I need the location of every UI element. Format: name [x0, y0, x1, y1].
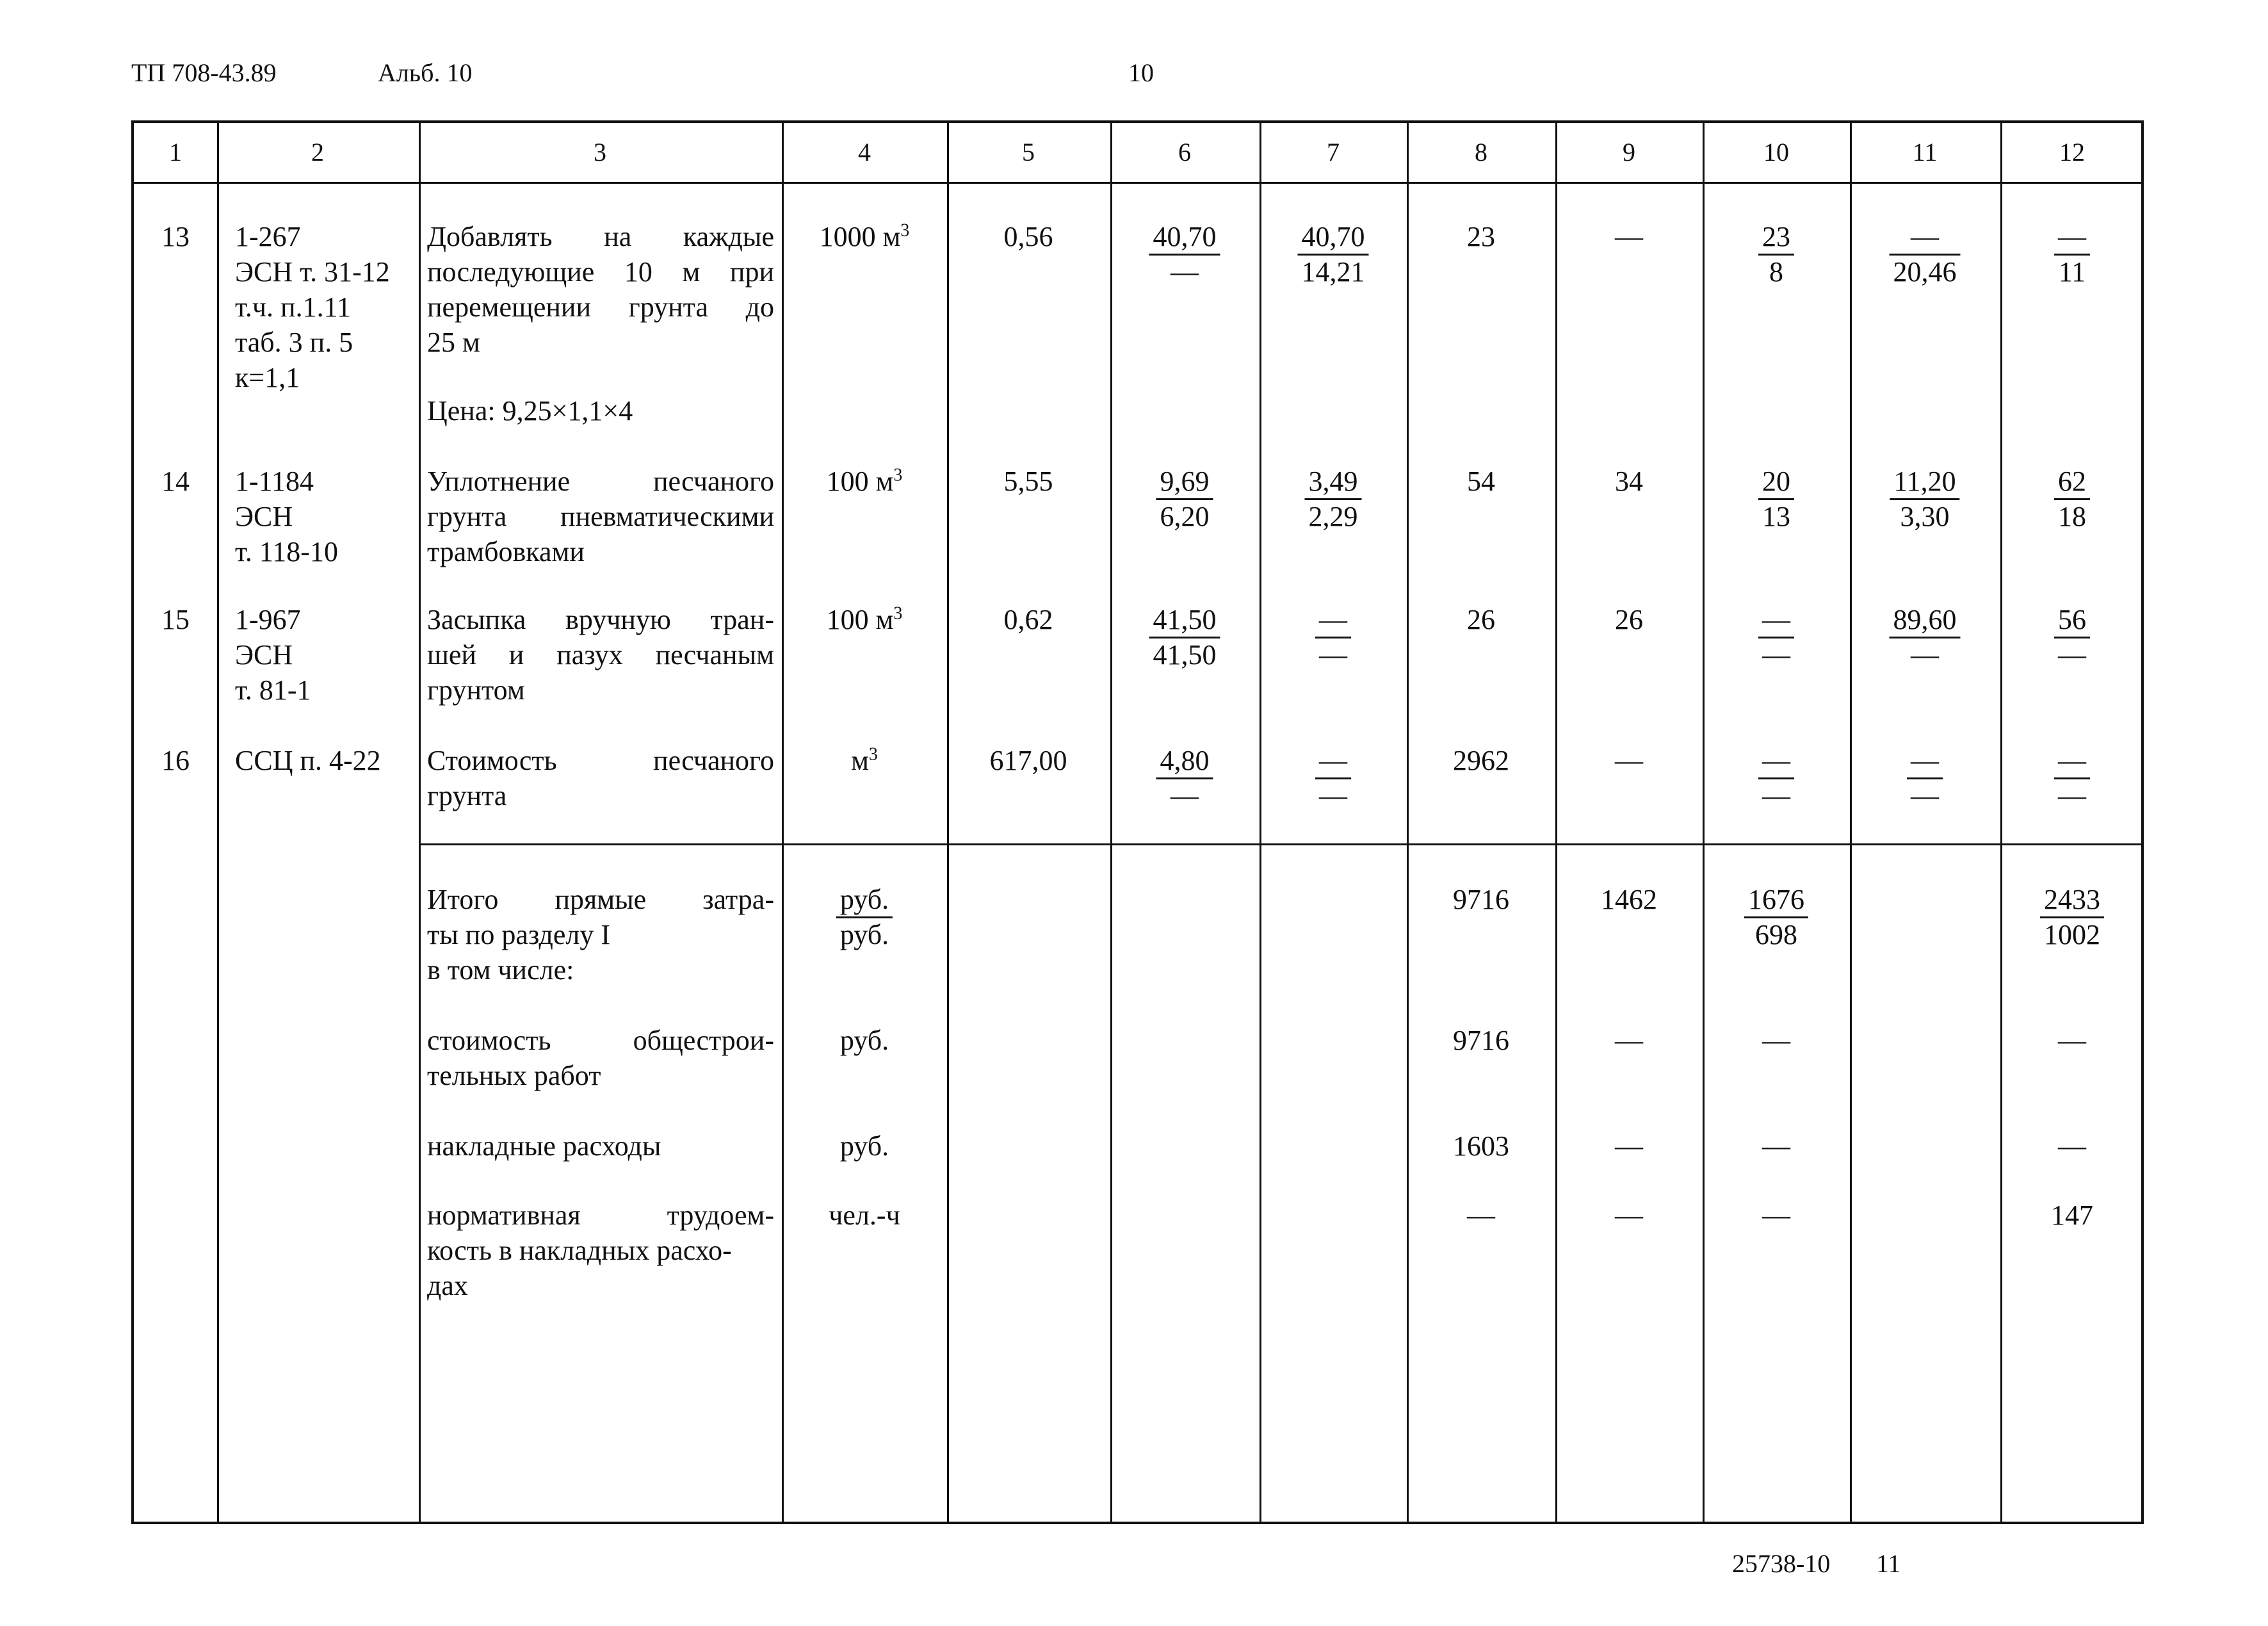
quantity: 5,55	[1003, 466, 1053, 497]
col-header: 7	[1327, 138, 1340, 167]
fraction-cell: — —	[1758, 744, 1794, 813]
footer-page: 11	[1876, 1549, 1901, 1578]
totals-cost: 1462	[1601, 884, 1657, 915]
fraction-cell: $\frac{40,70}{14,21}$	[1298, 220, 1369, 289]
cost-cell: —	[1615, 221, 1643, 252]
subtotal-unit: чел.-ч	[829, 1199, 900, 1231]
subtotal-cost: —	[1467, 1199, 1495, 1231]
col-divider	[1260, 123, 1261, 1522]
subtotal-unit: руб.	[839, 1130, 889, 1162]
row-number: 13	[161, 221, 190, 252]
quantity: 0,56	[1003, 221, 1053, 252]
col-divider	[1703, 123, 1705, 1522]
col-divider	[419, 123, 421, 1522]
totals-fraction: $\frac{1676}{698}$	[1744, 883, 1808, 952]
subtotal-cost: 9716	[1453, 1025, 1509, 1056]
fraction-cell: — —	[1907, 744, 1943, 813]
subtotal-label: накладные расходы	[427, 1130, 661, 1162]
quantity: 0,62	[1003, 604, 1053, 635]
cost-cell: 26	[1467, 604, 1495, 635]
subtotal-cost: —	[1762, 1199, 1790, 1231]
fraction-cell: 4,80 —	[1156, 744, 1213, 813]
totals-fraction: $\frac{2433}{1002}$	[2040, 883, 2104, 952]
fraction-cell: 89,60 —	[1890, 603, 1961, 672]
row-number: 14	[161, 466, 190, 497]
unit: 100 $м^3$	[826, 465, 903, 497]
cost-cell: 34	[1615, 466, 1643, 497]
col-header: 11	[1912, 138, 1938, 167]
doc-code: ТП 708-43.89	[131, 58, 277, 87]
col-divider	[1407, 123, 1409, 1522]
estimate-table	[131, 120, 2144, 1524]
fraction-cell: — —	[2054, 744, 2090, 813]
col-header: 5	[1022, 138, 1035, 167]
fraction-cell: $\frac{62}{18}$	[2054, 465, 2090, 533]
col-header: 8	[1475, 138, 1487, 167]
subtotal-label: нормативная трудоем- кость в накладных расхо- дах	[427, 1199, 774, 1301]
row-number: 16	[161, 745, 190, 776]
col-divider	[1555, 123, 1557, 1522]
work-description: Добавлять на каждые последующие 10 м при перемещении грунта до 25 м	[427, 221, 774, 358]
subtotal-unit: руб.	[839, 1025, 889, 1056]
fraction-cell: — —	[1315, 744, 1351, 813]
totals-cost: 9716	[1453, 884, 1509, 915]
norm-code: 1-267 ЭСН т. 31-12 т.ч. п.1.11 таб. 3 п. 5 к=1,1	[235, 221, 390, 393]
fraction-cell: — —	[1315, 603, 1351, 672]
norm-code: 1-967 ЭСН т. 81-1	[235, 604, 311, 706]
col-header: 2	[311, 138, 324, 167]
quantity: 617,00	[989, 745, 1067, 776]
totals-rule	[419, 843, 2141, 845]
page-number: 10	[1128, 58, 1154, 87]
fraction-cell: $\frac{20}{13}$	[1758, 465, 1794, 533]
header-rule	[134, 182, 2141, 184]
subtotal-cost: —	[2058, 1025, 2086, 1056]
subtotal-cost: 1603	[1453, 1130, 1509, 1162]
cost-cell: 2962	[1453, 745, 1509, 776]
including-label: в том числе:	[427, 954, 574, 986]
cost-cell: —	[1615, 745, 1643, 776]
subtotal-cost: 147	[2051, 1199, 2093, 1231]
work-description: Стоимость песчаного грунта	[427, 745, 774, 811]
col-header: 9	[1623, 138, 1635, 167]
col-divider	[2000, 123, 2002, 1522]
unit: 100 $м^3$	[826, 603, 903, 635]
subtotal-cost: —	[1615, 1130, 1643, 1162]
unit: 1000 $м^3$	[819, 220, 910, 252]
fraction-cell: 56 —	[2054, 603, 2090, 672]
album-label: Альб. 10	[378, 58, 473, 87]
row-number: 15	[161, 604, 190, 635]
subtotal-label: стоимость общестрои- тельных работ	[427, 1025, 774, 1091]
fraction-cell: $\frac{9,69}{6,20}$	[1156, 465, 1213, 533]
work-description: Уплотнение песчаного грунта пневматическими трамбовками	[427, 466, 774, 567]
fraction-cell: $\frac{3,49}{2,29}$	[1305, 465, 1362, 533]
totals-label: Итого прямые затра- ты по разделу I	[427, 884, 774, 950]
col-header: 6	[1178, 138, 1191, 167]
price-note: Цена: 9,25×1,1×4	[427, 395, 633, 427]
col-header: 4	[858, 138, 871, 167]
col-divider	[1850, 123, 1852, 1522]
subtotal-cost: —	[1762, 1130, 1790, 1162]
cost-cell: 23	[1467, 221, 1495, 252]
col-header: 1	[169, 138, 182, 167]
col-divider	[947, 123, 949, 1522]
footer-code: 25738-10	[1732, 1549, 1831, 1578]
fraction-cell: — —	[1758, 603, 1794, 672]
subtotal-cost: —	[1615, 1025, 1643, 1056]
col-divider	[1110, 123, 1112, 1522]
unit: $м^3$	[851, 744, 878, 776]
fraction-cell: $\frac{23}{8}$	[1758, 220, 1794, 289]
col-divider	[217, 123, 219, 1522]
work-description: Засыпка вручную тран- шей и пазух песчаным грунтом	[427, 604, 774, 706]
subtotal-cost: —	[1615, 1199, 1643, 1231]
cost-cell: 26	[1615, 604, 1643, 635]
fraction-cell: — 20,46	[1890, 220, 1961, 289]
totals-unit: руб. руб.	[836, 883, 893, 952]
fraction-cell: $\frac{41,50}{41,50}$	[1149, 603, 1220, 672]
norm-code: 1-1184 ЭСН т. 118-10	[235, 466, 338, 567]
subtotal-cost: —	[2058, 1130, 2086, 1162]
fraction-cell: — 11	[2054, 220, 2090, 289]
subtotal-cost: —	[1762, 1025, 1790, 1056]
cost-cell: 54	[1467, 466, 1495, 497]
col-header: 12	[2059, 138, 2085, 167]
col-header: 3	[594, 138, 606, 167]
norm-code: ССЦ п. 4-22	[235, 745, 381, 776]
fraction-cell: $\frac{11,20}{3,30}$	[1890, 465, 1959, 533]
col-divider	[782, 123, 784, 1522]
fraction-cell: 40,70 —	[1149, 220, 1220, 289]
col-header: 10	[1763, 138, 1789, 167]
